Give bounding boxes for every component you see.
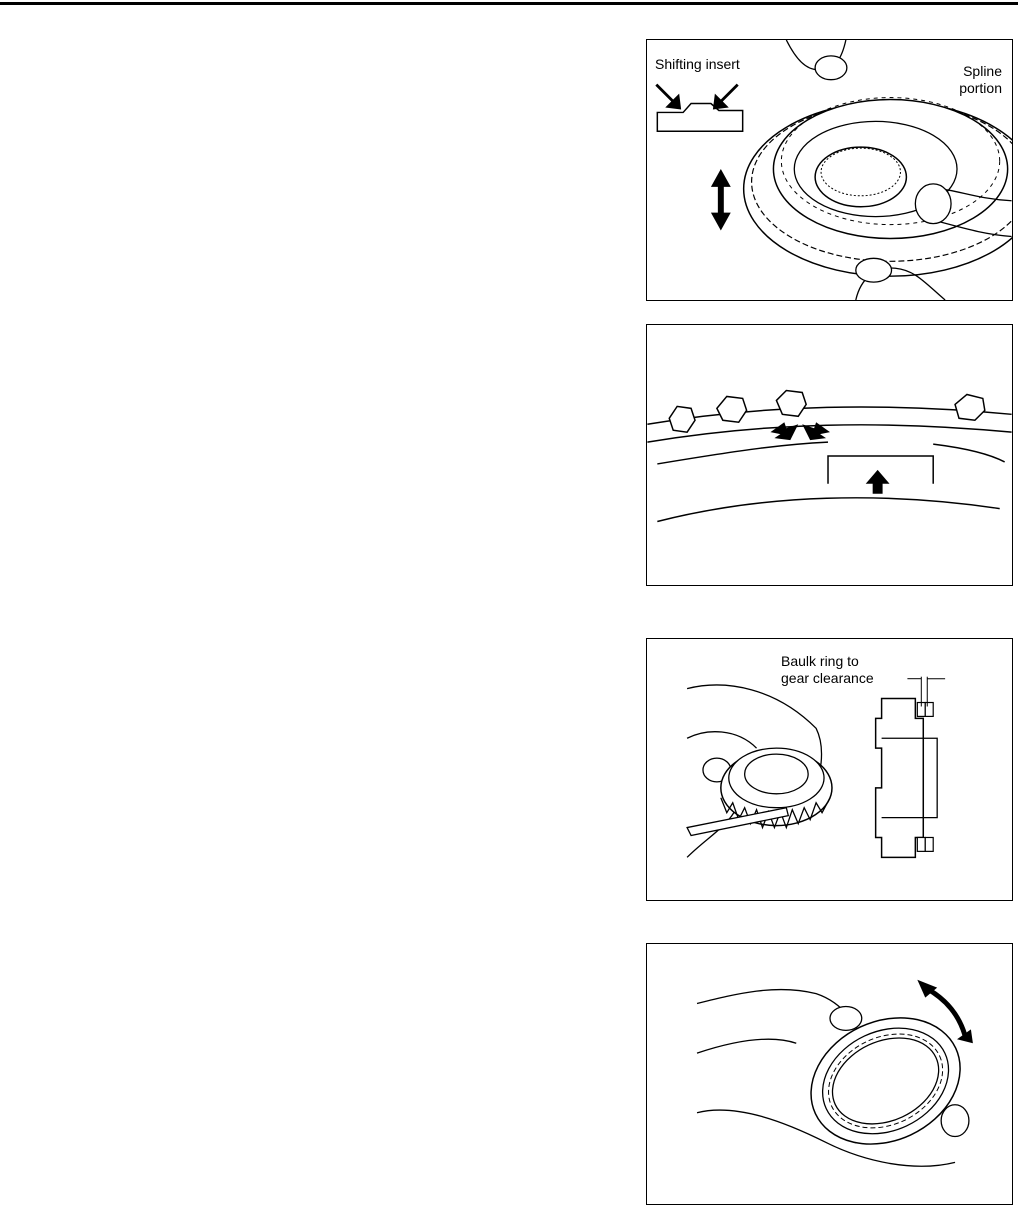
shifting-insert-illustration	[647, 40, 1012, 300]
baulk-ring-label-line2: gear clearance	[781, 670, 874, 686]
figure-insert-alignment	[646, 324, 1013, 586]
shifting-insert-label: Shifting insert	[655, 56, 740, 72]
figure-shifting-insert	[646, 39, 1013, 301]
figure-bearing-rotation	[646, 943, 1013, 1205]
spline-portion-label-line1: Spline	[963, 63, 1002, 79]
header-rule	[0, 2, 1018, 5]
baulk-ring-label-line1: Baulk ring to	[781, 653, 859, 669]
spline-portion-label-line2: portion	[959, 80, 1002, 96]
figure-baulk-ring-clearance	[646, 638, 1013, 901]
insert-alignment-illustration	[647, 325, 1012, 585]
bearing-rotation-illustration	[647, 944, 1012, 1204]
